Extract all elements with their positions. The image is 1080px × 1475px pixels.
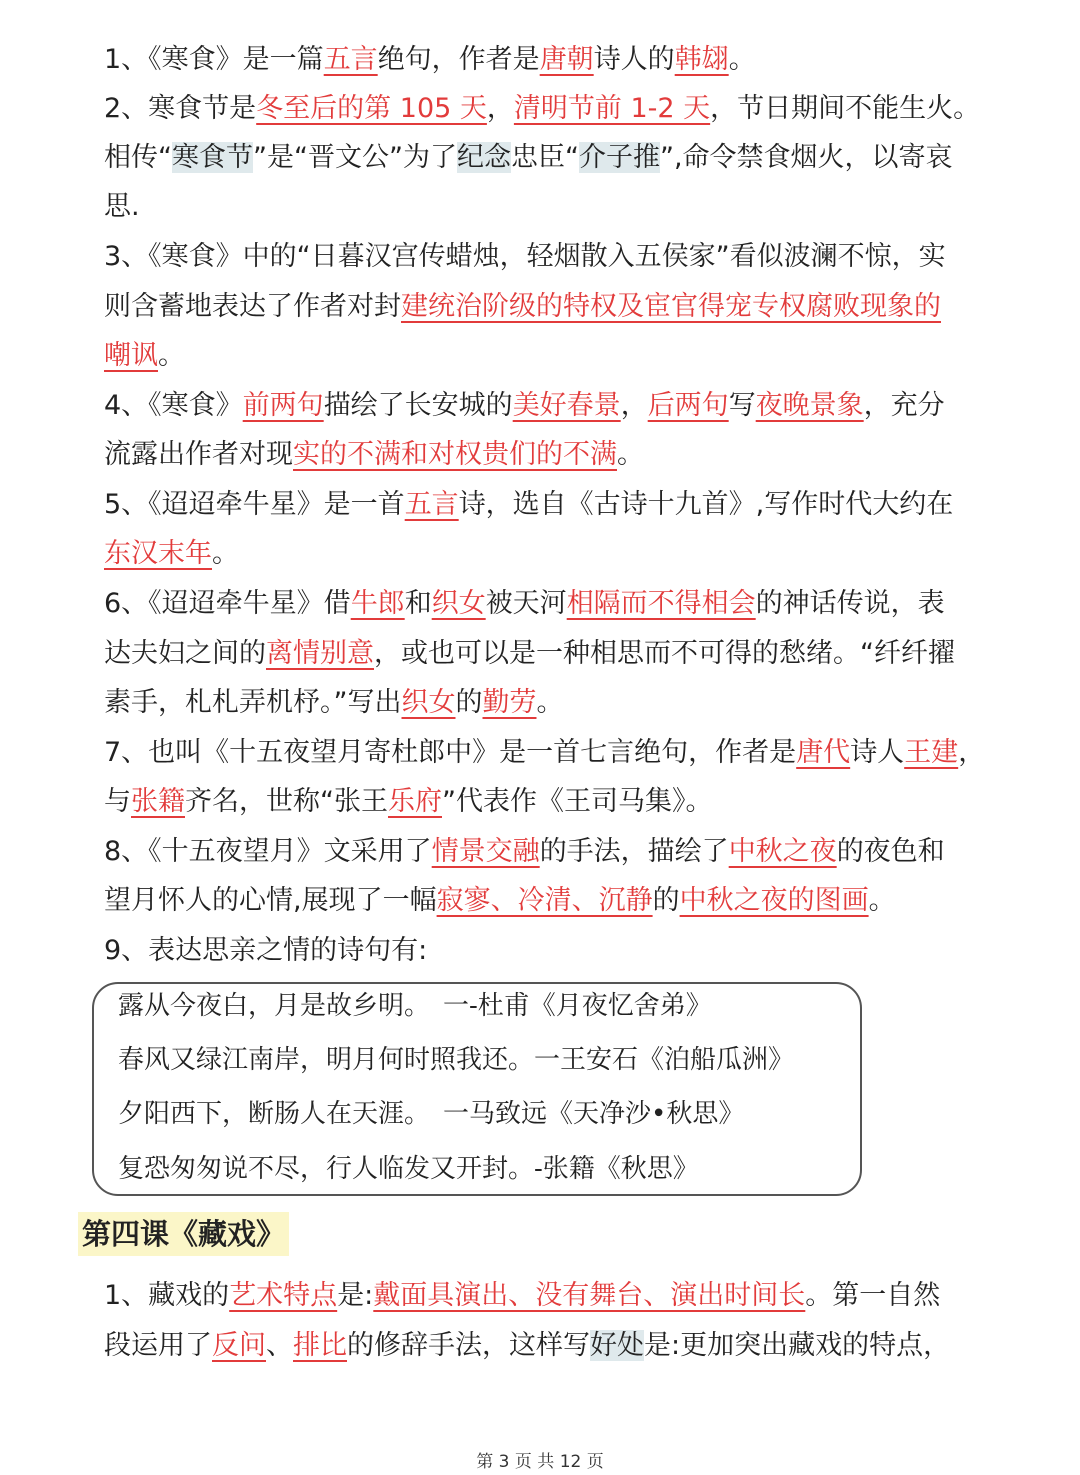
key-answer: 相隔而不得相会: [566, 588, 756, 619]
line-text: 4、《寒食》: [104, 390, 243, 421]
key-answer: 张籍: [131, 786, 185, 817]
page-footer: 第 3 页 共 12 页: [476, 1452, 604, 1472]
line-text: 。: [158, 340, 185, 371]
key-answer: 前两句: [242, 390, 324, 421]
line-text: 。: [728, 44, 756, 75]
line-text: ”是“晋文公”为了: [253, 142, 457, 173]
line-text: 则含蓄地表达了作者对封: [104, 291, 401, 322]
line-text: 8、《十五夜望月》文采用了: [104, 836, 432, 867]
line-text: ”,命令禁食烟火，以寄哀: [659, 142, 953, 173]
poem-line: 春风又绿江南岸，明月何时照我还。一王安石《泊船瓜洲》: [118, 1045, 795, 1075]
key-answer: 戴面具演出、没有舞台、演出时间长: [373, 1280, 806, 1311]
poem-line: 夕阳西下，断肠人在天涯。 一马致远《天净沙•秋思》: [118, 1099, 745, 1129]
line-text: 、: [266, 1330, 293, 1361]
note-line: [104, 239, 1024, 275]
line-text: ”代表作《王司马集》。: [442, 786, 713, 817]
note-line: [104, 685, 1024, 721]
section-line: [104, 1328, 1024, 1364]
key-answer: 唐代: [796, 737, 851, 768]
key-answer: 五言: [404, 489, 459, 520]
line-text: 是:更加突出藏戏的特点，: [644, 1330, 951, 1361]
key-answer: 织女: [431, 588, 486, 619]
note-line: [104, 933, 1024, 969]
line-text: 描绘了长安城的: [323, 390, 513, 421]
note-line: [104, 834, 1024, 870]
note-line: [104, 487, 1024, 523]
key-answer: 中秋之夜: [728, 836, 837, 867]
line-text: 段运用了: [104, 1330, 212, 1361]
line-text: 的: [652, 885, 680, 916]
key-answer: 建统治阶级的特权及宦官得宠专权腐败现象的: [401, 291, 941, 322]
line-text: ，节日期间不能生火。: [710, 93, 981, 124]
key-answer: 后两句: [647, 390, 729, 421]
line-text: 。: [617, 439, 644, 470]
line-text: 齐名，世称“张王: [185, 786, 388, 817]
line-text: ，: [958, 737, 986, 768]
line-text: 相传“: [104, 142, 172, 173]
note-line: [104, 586, 1024, 622]
key-answer: 夜晚景象: [755, 390, 864, 421]
line-text: 是:: [337, 1280, 374, 1311]
line-text: 。第一自然: [805, 1280, 941, 1311]
line-text: 。: [212, 538, 239, 569]
highlighted-text: 纪念: [456, 142, 511, 173]
note-line: [104, 388, 1024, 424]
line-text: 5、《迢迢牵牛星》是一首: [104, 489, 405, 520]
line-text: 思.: [104, 191, 140, 222]
line-text: ，充分: [863, 390, 945, 421]
line-text: 6、《迢迢牵牛星》借: [104, 588, 351, 619]
key-answer: 清明节前 1-2 天: [513, 93, 711, 124]
key-answer: 寂寥、冷清、沉静: [436, 885, 653, 916]
key-answer: 中秋之夜的图画: [679, 885, 869, 916]
line-text: 的手法，描绘了: [539, 836, 729, 867]
line-text: ，: [620, 390, 648, 421]
note-line: [104, 536, 1024, 572]
line-text: 流露出作者对现: [104, 439, 293, 470]
line-text: 忠臣“: [510, 142, 579, 173]
key-answer: 艺术特点: [229, 1280, 338, 1311]
note-line: [104, 338, 1024, 374]
key-answer: 情景交融: [431, 836, 540, 867]
line-text: 望月怀人的心情,展现了一幅: [104, 885, 437, 916]
line-text: 和: [404, 588, 432, 619]
line-text: 。: [868, 885, 896, 916]
line-text: 达夫妇之间的: [104, 638, 266, 669]
note-line: [104, 437, 1024, 473]
note-line: [104, 636, 1024, 672]
note-line: [104, 289, 1024, 325]
line-text: 绝句，作者是: [377, 44, 540, 75]
highlighted-text: 寒食节: [172, 142, 253, 173]
key-answer: 牛郎: [350, 588, 405, 619]
line-text: 被天河: [485, 588, 567, 619]
line-text: 素手，札札弄机杼。”写出: [104, 687, 402, 718]
note-line: [104, 735, 1024, 771]
note-line: [104, 91, 1024, 127]
line-text: 1、藏戏的: [104, 1280, 230, 1311]
line-text: ，或也可以是一种相思而不可得的愁绪。“纤纤擢: [374, 638, 955, 669]
poem-line: 复恐匆匆说不尽，行人临发又开封。-张籍《秋思》: [118, 1154, 699, 1184]
note-line: [104, 140, 1024, 176]
line-text: 诗，选自《古诗十九首》,写作时代大约在: [458, 489, 954, 520]
line-text: 1、《寒食》是一篇: [104, 44, 324, 75]
key-answer: 韩翃: [674, 44, 729, 75]
note-line: [104, 42, 1024, 78]
poem-line: 露从今夜白，月是故乡明。 一-杜甫《月夜忆舍弟》: [118, 991, 712, 1021]
line-text: 的神话传说，表: [755, 588, 945, 619]
key-answer: 勤劳: [482, 687, 537, 718]
line-text: 3、《寒食》中的“日暮汉宫传蜡烛，轻烟散入五侯家”看似波澜不惊，实: [104, 241, 946, 272]
line-text: 9、表达思亲之情的诗句有:: [104, 935, 428, 966]
key-answer: 冬至后的第 105 天: [256, 93, 487, 124]
highlighted-text: 好处: [590, 1330, 644, 1361]
section-heading: 第四课《藏戏》: [78, 1212, 289, 1256]
line-text: 2、寒食节是: [104, 93, 257, 124]
highlighted-text: 介子推: [578, 142, 660, 173]
note-line: [104, 189, 1024, 225]
key-answer: 反问: [212, 1330, 266, 1361]
key-answer: 乐府: [388, 786, 442, 817]
line-text: 7、也叫《十五夜望月寄杜郎中》是一首七言绝句，作者是: [104, 737, 797, 768]
line-text: 写: [728, 390, 756, 421]
key-answer: 实的不满和对权贵们的不满: [293, 439, 617, 470]
line-text: 的修辞手法，这样写: [347, 1330, 590, 1361]
line-text: 诗人: [850, 737, 905, 768]
key-answer: 美好春景: [512, 390, 621, 421]
key-answer: 五言: [323, 44, 378, 75]
section-line: [104, 1278, 1024, 1314]
key-answer: 嘲讽: [104, 340, 158, 371]
line-text: ，: [486, 93, 514, 124]
key-answer: 织女: [401, 687, 456, 718]
note-line: [104, 883, 1024, 919]
line-text: 与: [104, 786, 131, 817]
key-answer: 王建: [904, 737, 959, 768]
line-text: 诗人的: [593, 44, 675, 75]
key-answer: 排比: [293, 1330, 347, 1361]
line-text: 的: [455, 687, 483, 718]
line-text: 的夜色和: [836, 836, 945, 867]
note-line: [104, 784, 1024, 820]
key-answer: 东汉末年: [104, 538, 212, 569]
line-text: 。: [536, 687, 564, 718]
key-answer: 离情别意: [266, 638, 374, 669]
key-answer: 唐朝: [539, 44, 594, 75]
